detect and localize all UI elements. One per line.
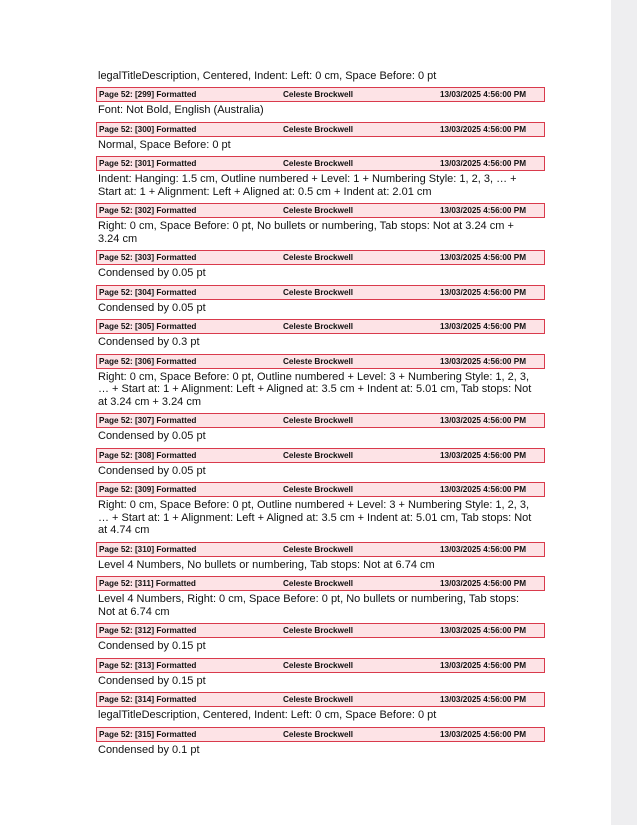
revision-page-label: Page 52: [311] Formatted (99, 579, 196, 588)
revision-page-label: Page 52: [315] Formatted (99, 729, 197, 739)
revision-header (96, 203, 545, 218)
revision-page-label: Page 52: [303] Formatted (99, 253, 197, 262)
revision-header (96, 285, 545, 300)
revision-entry (96, 482, 545, 542)
revision-author: Celeste Brockwell (283, 485, 354, 494)
revision-page-label: Page 52: [312] Formatted (99, 626, 197, 635)
revision-entry (96, 122, 545, 157)
revision-page-label: Page 52: [305] Formatted (99, 322, 197, 331)
revision-entry (96, 576, 545, 623)
revision-entry (96, 448, 545, 483)
revision-page-label: Page 52: [309] Formatted (99, 485, 197, 494)
revision-text: Level 4 Numbers, Right: 0 cm, Space Before: 0 pt, No bullets or numbering, Tab stops: Not at 6.74 cm (98, 593, 520, 618)
revision-entry (96, 354, 545, 414)
revision-author: Celeste Brockwell (283, 660, 354, 670)
revision-author: Celeste Brockwell (283, 626, 354, 635)
revision-text: Condensed by 0.05 pt (98, 267, 206, 279)
revision-author: Celeste Brockwell (283, 544, 354, 554)
revision-author: Celeste Brockwell (283, 729, 354, 739)
revision-author: Celeste Brockwell (283, 206, 354, 215)
revision-text: Condensed by 0.1 pt (98, 743, 200, 756)
revision-header (96, 482, 545, 497)
revision-page-label: Page 52: [300] Formatted (99, 124, 197, 134)
revision-text: Level 4 Numbers, No bullets or numbering, Tab stops: Not at 6.74 cm (98, 558, 435, 571)
revision-author: Celeste Brockwell (283, 579, 354, 588)
revision-text: Right: 0 cm, Space Before: 0 pt, No bullets or numbering, Tab stops: Not at 3.24 cm + 3.24 cm (98, 220, 514, 245)
revision-header (96, 319, 545, 334)
revision-author: Celeste Brockwell (283, 356, 354, 366)
revision-entry (96, 203, 545, 250)
lead-text: legalTitleDescription, Centered, Indent: Left: 0 cm, Space Before: 0 pt (98, 70, 437, 82)
revision-date: 13/03/2025 4:56:00 PM (440, 124, 527, 134)
revision-entry (96, 87, 545, 122)
revision-author: Celeste Brockwell (283, 90, 354, 99)
revision-page-label: Page 52: [306] Formatted (99, 356, 197, 366)
revision-author: Celeste Brockwell (283, 159, 354, 168)
revision-entry (96, 542, 545, 577)
revision-text: Condensed by 0.3 pt (98, 336, 200, 348)
revision-entry (96, 413, 545, 448)
revision-author: Celeste Brockwell (283, 416, 354, 425)
revision-author: Celeste Brockwell (283, 287, 354, 297)
revision-text: Condensed by 0.05 pt (98, 301, 206, 314)
revision-text: Condensed by 0.15 pt (98, 640, 206, 652)
revision-date: 13/03/2025 4:56:00 PM (440, 90, 527, 99)
revision-text: Indent: Hanging: 1.5 cm, Outline numbered + Level: 1 + Numbering Style: 1, 2, 3, … + Start at: 1 + Alignment: Left + Aligned at: 0.5 cm + Indent at: 2.01 cm (98, 173, 517, 198)
revision-header (96, 413, 545, 428)
revision-date: 13/03/2025 4:56:00 PM (440, 450, 527, 460)
revision-text: Font: Not Bold, English (Australia) (98, 104, 264, 116)
revision-text: Condensed by 0.05 pt (98, 464, 206, 477)
revision-page-label: Page 52: [310] Formatted (99, 544, 197, 554)
revision-header (96, 727, 545, 742)
revision-date: 13/03/2025 4:56:00 PM (440, 356, 527, 366)
revision-entry (96, 250, 545, 285)
revision-text: Right: 0 cm, Space Before: 0 pt, Outline numbered + Level: 3 + Numbering Style: 1, 2, 3, … + Start at: 1 + Alignment: Left + Aligned at: 3.5 cm + Indent at: 5.01 cm, Tab stops: Not at 4.74 cm (98, 499, 532, 536)
revision-header (96, 448, 545, 463)
revision-text: Condensed by 0.05 pt (98, 430, 206, 442)
revision-header (96, 87, 545, 102)
revision-text: Normal, Space Before: 0 pt (98, 138, 231, 151)
revision-header (96, 692, 545, 707)
revision-text: Condensed by 0.15 pt (98, 674, 206, 687)
revision-entry (96, 692, 545, 727)
revision-author: Celeste Brockwell (283, 253, 354, 262)
revision-header (96, 122, 545, 137)
revision-header (96, 623, 545, 638)
revision-date: 13/03/2025 4:56:00 PM (440, 729, 527, 739)
revision-date: 13/03/2025 4:56:00 PM (440, 485, 527, 494)
revision-entry (96, 623, 545, 658)
revision-entry (96, 156, 545, 203)
revision-list (96, 70, 545, 761)
revision-header (96, 542, 545, 557)
revision-page-label: Page 52: [301] Formatted (99, 159, 197, 168)
revision-date: 13/03/2025 4:56:00 PM (440, 579, 527, 588)
revision-author: Celeste Brockwell (283, 322, 354, 331)
revision-header (96, 576, 545, 591)
revision-date: 13/03/2025 4:56:00 PM (440, 322, 527, 331)
revision-header (96, 156, 545, 171)
entries-container (96, 87, 545, 761)
revision-entry (96, 285, 545, 320)
revision-date: 13/03/2025 4:56:00 PM (440, 159, 527, 168)
revision-page-label: Page 52: [307] Formatted (99, 416, 197, 425)
revision-date: 13/03/2025 4:56:00 PM (440, 416, 527, 425)
revision-entry (96, 319, 545, 354)
revision-author: Celeste Brockwell (283, 695, 354, 704)
revision-entry (96, 727, 545, 762)
revision-date: 13/03/2025 4:56:00 PM (440, 253, 527, 262)
revision-date: 13/03/2025 4:56:00 PM (440, 206, 527, 215)
revision-entry (96, 658, 545, 693)
revision-date: 13/03/2025 4:56:00 PM (440, 695, 527, 704)
revision-date: 13/03/2025 4:56:00 PM (440, 287, 527, 297)
revision-author: Celeste Brockwell (283, 450, 354, 460)
vertical-scrollbar[interactable] (611, 0, 637, 825)
revision-page-label: Page 52: [302] Formatted (99, 206, 197, 215)
revision-text: legalTitleDescription, Centered, Indent: Left: 0 cm, Space Before: 0 pt (98, 709, 437, 721)
revision-page-label: Page 52: [304] Formatted (99, 287, 197, 297)
revision-page-label: Page 52: [313] Formatted (99, 660, 197, 670)
revision-page-label: Page 52: [314] Formatted (99, 695, 197, 704)
revision-page-label: Page 52: [299] Formatted (99, 90, 197, 99)
revision-header (96, 658, 545, 673)
revision-date: 13/03/2025 4:56:00 PM (440, 544, 527, 554)
revision-header (96, 354, 545, 369)
revision-text: Right: 0 cm, Space Before: 0 pt, Outline numbered + Level: 3 + Numbering Style: 1, 2, 3, … + Start at: 1 + Alignment: Left + Aligned at: 3.5 cm + Indent at: 5.01 cm, Tab stops: Not at 3.24 cm + 3.24 cm (98, 370, 532, 408)
revision-date: 13/03/2025 4:56:00 PM (440, 660, 527, 670)
revision-date: 13/03/2025 4:56:00 PM (440, 626, 527, 635)
revision-page-label: Page 52: [308] Formatted (99, 450, 197, 460)
revision-header (96, 250, 545, 265)
revision-author: Celeste Brockwell (283, 124, 354, 134)
